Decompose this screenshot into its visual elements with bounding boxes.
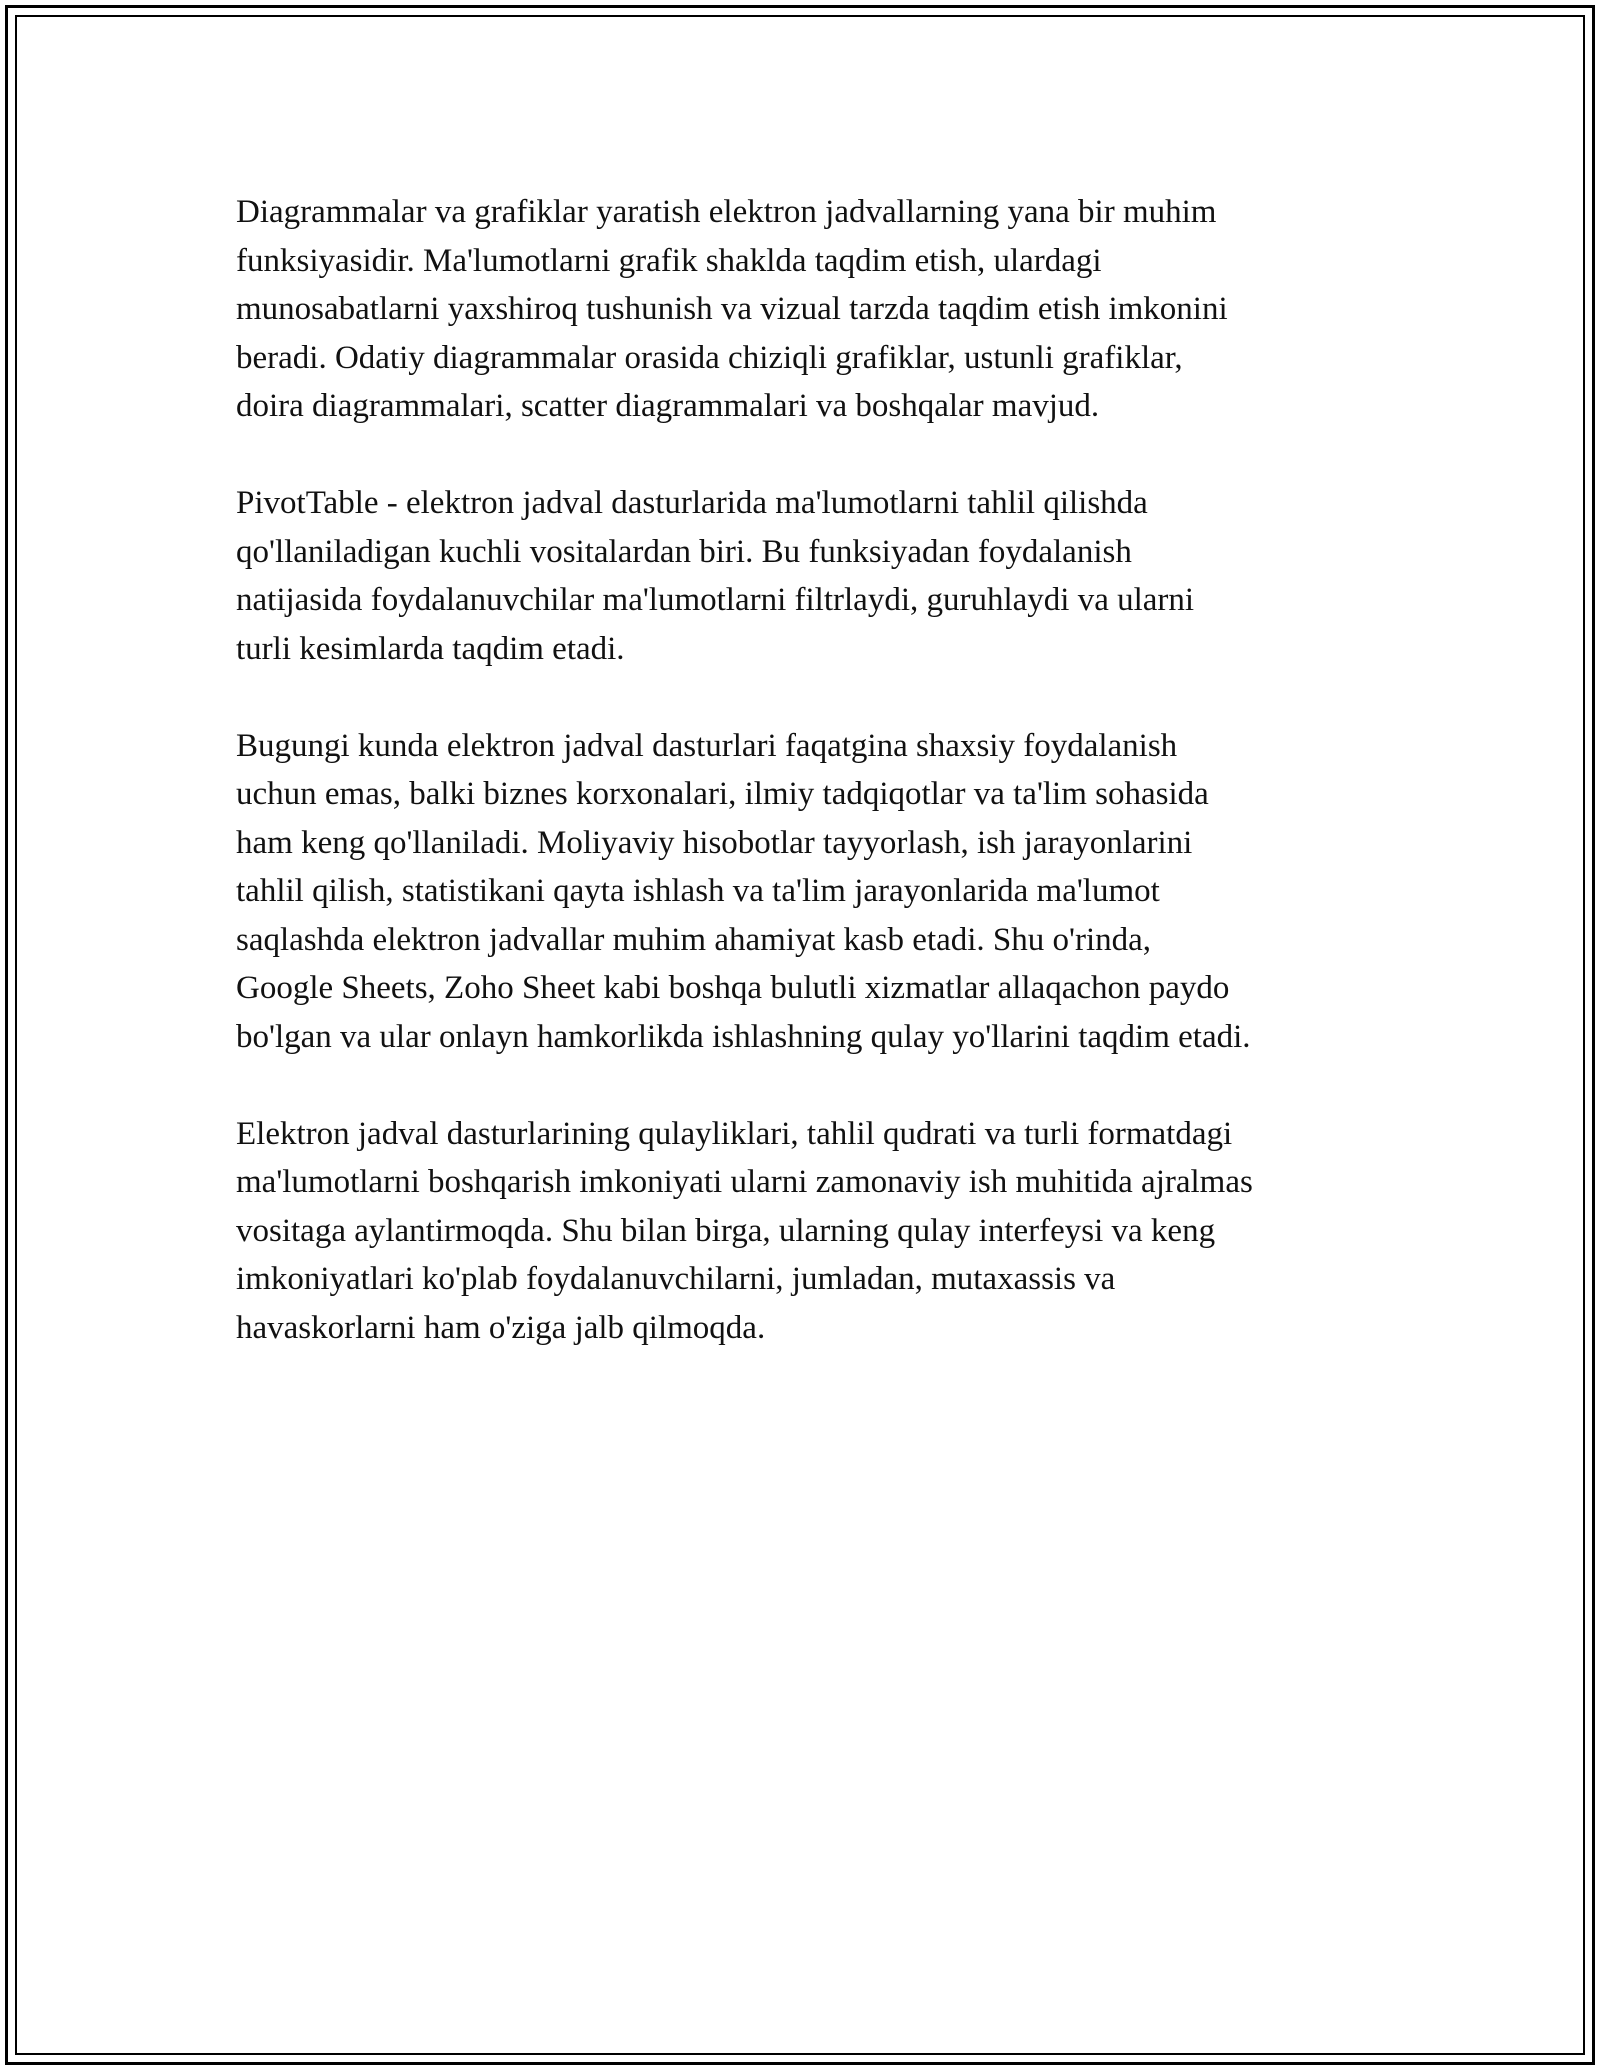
- text-line: munosabatlarni yaxshiroq tushunish va vizual tarzda taqdim etish imkonini: [236, 291, 1228, 327]
- paragraph-charts: [236, 188, 1386, 431]
- text-line: PivotTable - elektron jadval dasturlarida ma'lumotlarni tahlil qilishda: [236, 485, 1148, 521]
- paragraph-conclusion: [236, 1110, 1386, 1353]
- text-line: beradi. Odatiy diagrammalar orasida chiziqli grafiklar, ustunli grafiklar,: [236, 339, 1183, 376]
- text-line: funksiyasidir. Ma'lumotlarni grafik shaklda taqdim etish, ulardagi: [236, 242, 1102, 279]
- text-line: Diagrammalar va grafiklar yaratish elektron jadvallarning yana bir muhim: [236, 194, 1217, 230]
- text-line: imkoniyatlari ko'plab foydalanuvchilarni, jumladan, mutaxassis va: [236, 1261, 1116, 1297]
- text-line: havaskorlarni ham o'ziga jalb qilmoqda.: [236, 1309, 766, 1346]
- text-line: vositaga aylantirmoqda. Shu bilan birga, ularning qulay interfeysi va keng: [236, 1212, 1216, 1249]
- text-line: turli kesimlarda taqdim etadi.: [236, 630, 625, 667]
- paragraph-usage: [236, 722, 1386, 1062]
- text-line: tahlil qilish, statistikani qayta ishlash va ta'lim jarayonlarida ma'lumot: [236, 873, 1160, 909]
- document-body: [236, 188, 1386, 1401]
- text-line: Elektron jadval dasturlarining qulayliklari, tahlil qudrati va turli formatdagi: [236, 1115, 1233, 1152]
- paragraph-pivottable: [236, 479, 1386, 673]
- text-line: ham keng qo'llaniladi. Moliyaviy hisobotlar tayyorlash, ish jarayonlarini: [236, 824, 1193, 861]
- text-line: Google Sheets, Zoho Sheet kabi boshqa bulutli xizmatlar allaqachon paydo: [236, 970, 1230, 1006]
- text-line: doira diagrammalari, scatter diagrammalari va boshqalar mavjud.: [236, 388, 1100, 424]
- text-line: bo'lgan va ular onlayn hamkorlikda ishlashning qulay yo'llarini taqdim etadi.: [236, 1018, 1251, 1055]
- text-line: qo'llaniladigan kuchli vositalardan biri. Bu funksiyadan foydalanish: [236, 533, 1132, 570]
- text-line: Bugungi kunda elektron jadval dasturlari faqatgina shaxsiy foydalanish: [236, 727, 1178, 764]
- text-line: natijasida foydalanuvchilar ma'lumotlarni filtrlaydi, guruhlaydi va ularni: [236, 582, 1195, 618]
- text-line: saqlashda elektron jadvallar muhim ahamiyat kasb etadi. Shu o'rinda,: [236, 921, 1152, 958]
- text-line: uchun emas, balki biznes korxonalari, ilmiy tadqiqotlar va ta'lim sohasida: [236, 776, 1209, 812]
- text-line: ma'lumotlarni boshqarish imkoniyati ularni zamonaviy ish muhitida ajralmas: [236, 1164, 1253, 1200]
